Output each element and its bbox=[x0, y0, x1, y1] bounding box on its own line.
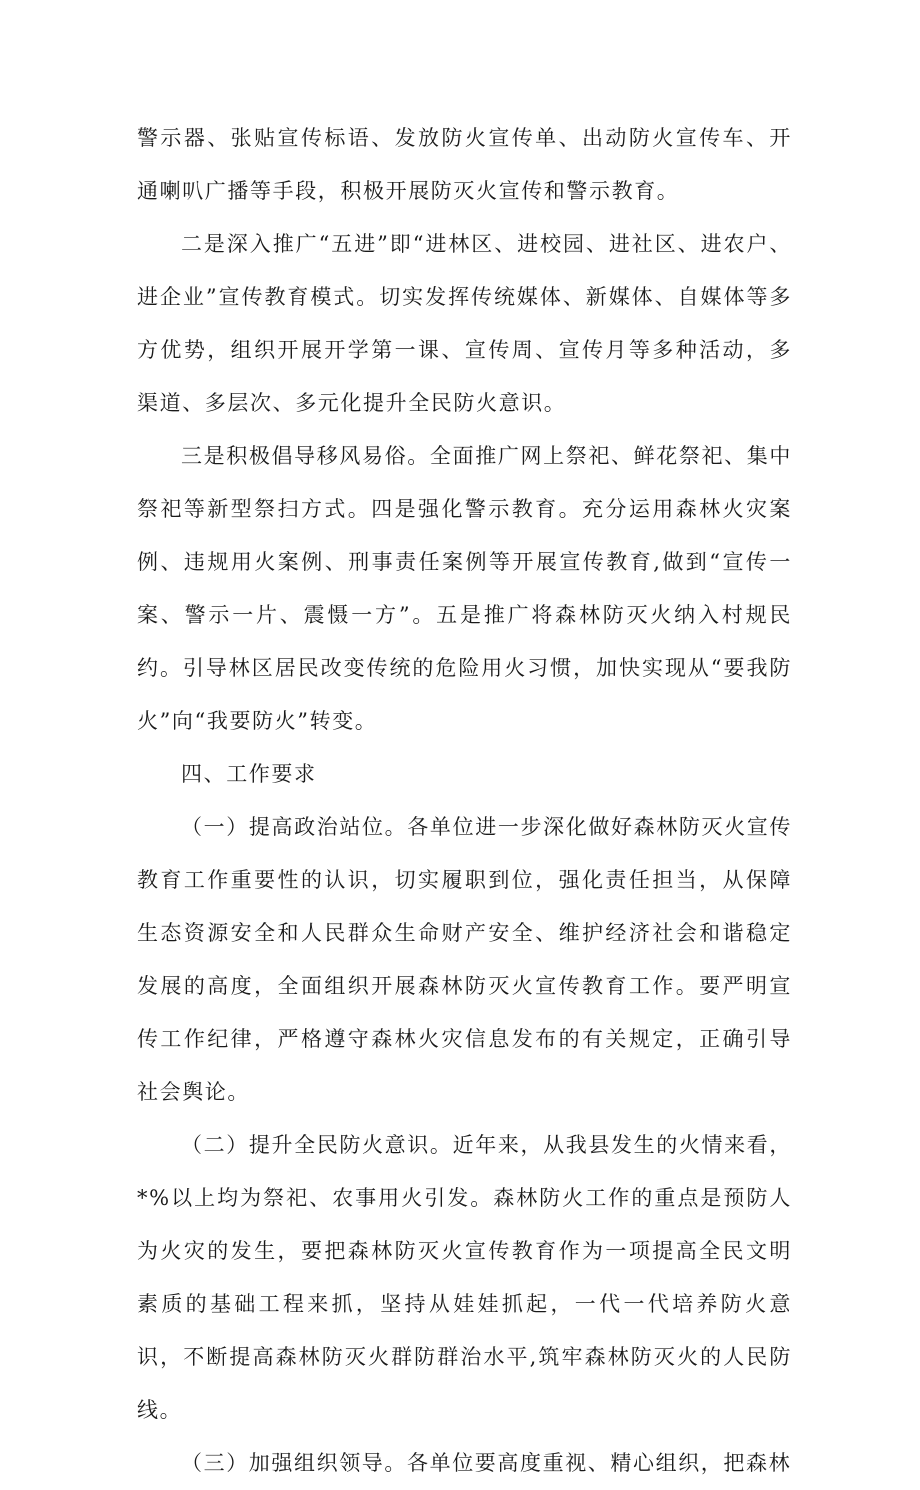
section-heading-work-requirements: 四、工作要求 bbox=[181, 762, 317, 786]
paragraph-requirement-2: （二）提升全民防火意识。近年来，从我县发生的火情来看，*%以上均为祭祀、农事用火引发。森林防火工作的重点是预防人为火灾的发生，要把森林防灭火宣传教育作为一项提高全民文明素质的基础工程来抓，坚持从娃娃抓起，一代一代培养防火意识，不断提高森林防灭火群防群治水平,筑牢森林防灭火的人民防线。 bbox=[137, 1133, 792, 1422]
paragraph-requirement-3: （三）加强组织领导。各单位要高度重视、精心组织，把森林 bbox=[181, 1451, 792, 1475]
document-page bbox=[137, 112, 792, 1490]
paragraph-continued: 警示器、张贴宣传标语、发放防火宣传单、出动防火宣传车、开通喇叭广播等手段，积极开展防灭火宣传和警示教育。 bbox=[137, 126, 792, 203]
paragraph-requirement-1: （一）提高政治站位。各单位进一步深化做好森林防灭火宣传教育工作重要性的认识，切实履职到位，强化责任担当，从保障生态资源安全和人民群众生命财产安全、维护经济社会和谐稳定发展的高度，全面组织开展森林防灭火宣传教育工作。要严明宣传工作纪律，严格遵守森林火灾信息发布的有关规定，正确引导社会舆论。 bbox=[137, 815, 792, 1104]
paragraph-customs-reform: 三是积极倡导移风易俗。全面推广网上祭祀、鲜花祭祀、集中祭祀等新型祭扫方式。四是强化警示教育。充分运用森林火灾案例、违规用火案例、刑事责任案例等开展宣传教育,做到“宣传一案、警示一片、震慑一方”。五是推广将森林防灭火纳入村规民约。引导林区居民改变传统的危险用火习惯，加快实现从“要我防火”向“我要防火”转变。 bbox=[137, 444, 792, 733]
paragraph-five-entries: 二是深入推广“五进”即“进林区、进校园、进社区、进农户、进企业”宣传教育模式。切实发挥传统媒体、新媒体、自媒体等多方优势，组织开展开学第一课、宣传周、宣传月等多种活动，多渠道、多层次、多元化提升全民防火意识。 bbox=[137, 232, 792, 415]
